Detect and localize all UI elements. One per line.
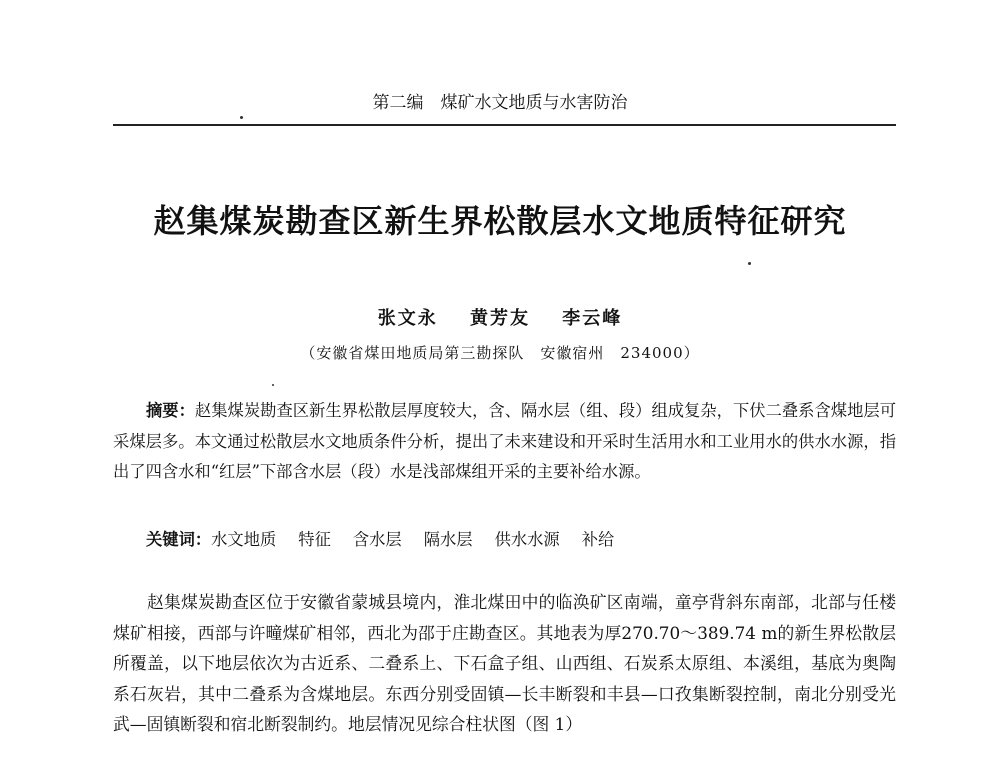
author-affiliation: （安徽省煤田地质局第三勘探队 安徽宿州 234000） [300, 344, 700, 362]
running-header: 第二编 煤矿水文地质与水害防治 [372, 93, 628, 113]
author-name: 张文永 [377, 308, 438, 329]
keyword: 特征 [298, 530, 331, 549]
keyword: 供水水源 [494, 530, 560, 549]
keywords [146, 527, 636, 553]
abstract-text: 赵集煤炭勘查区新生界松散层厚度较大，含、隔水层（组、段）组成复杂，下伏二叠系含煤地层可采煤层多。本文通过松散层水文地质条件分析，提出了未来建设和开采时生活用水和工业用水的供水水源，指出了四含水和“红层”下部含水层（段）水是浅部煤组开采的主要补给水源。 [113, 401, 896, 481]
abstract [113, 396, 896, 488]
keyword: 隔水层 [423, 530, 473, 549]
author-list [0, 304, 1000, 330]
keyword: 补给 [581, 530, 615, 549]
scan-speck [272, 384, 274, 386]
author-name: 李云峰 [562, 308, 623, 329]
keyword: 水文地质 [211, 530, 277, 549]
scan-speck [748, 262, 751, 265]
keyword: 含水层 [352, 530, 402, 549]
scan-speck [240, 116, 243, 119]
header-divider [113, 124, 896, 126]
author-name: 黄芳友 [470, 308, 530, 329]
keywords-label: 关键词： [146, 530, 212, 549]
paper-title: 赵集煤炭勘查区新生界松散层水文地质特征研究 [153, 202, 847, 240]
body-paragraph: 赵集煤炭勘查区位于安徽省蒙城县境内，淮北煤田中的临涣矿区南端，童亭背斜东南部，北部与任楼煤矿相接，西部与许疃煤矿相邻，西北为邵于庄勘查区。其地表为厚270.70～389.74 m的新生界松散层所覆盖，以下地层依次为古近系、二叠系上、下石盒子组、山西组、石炭系太原组、本溪组，基底为奥陶系石灰岩，其中二叠系为含煤地层。东西分别受固镇—长丰断裂和丰县—口孜集断裂控制，南北分别受光武—固镇断裂和宿北断裂制约。地层情况见综合柱状图（图 1） [113, 592, 896, 734]
abstract-label: 摘要： [146, 401, 195, 420]
